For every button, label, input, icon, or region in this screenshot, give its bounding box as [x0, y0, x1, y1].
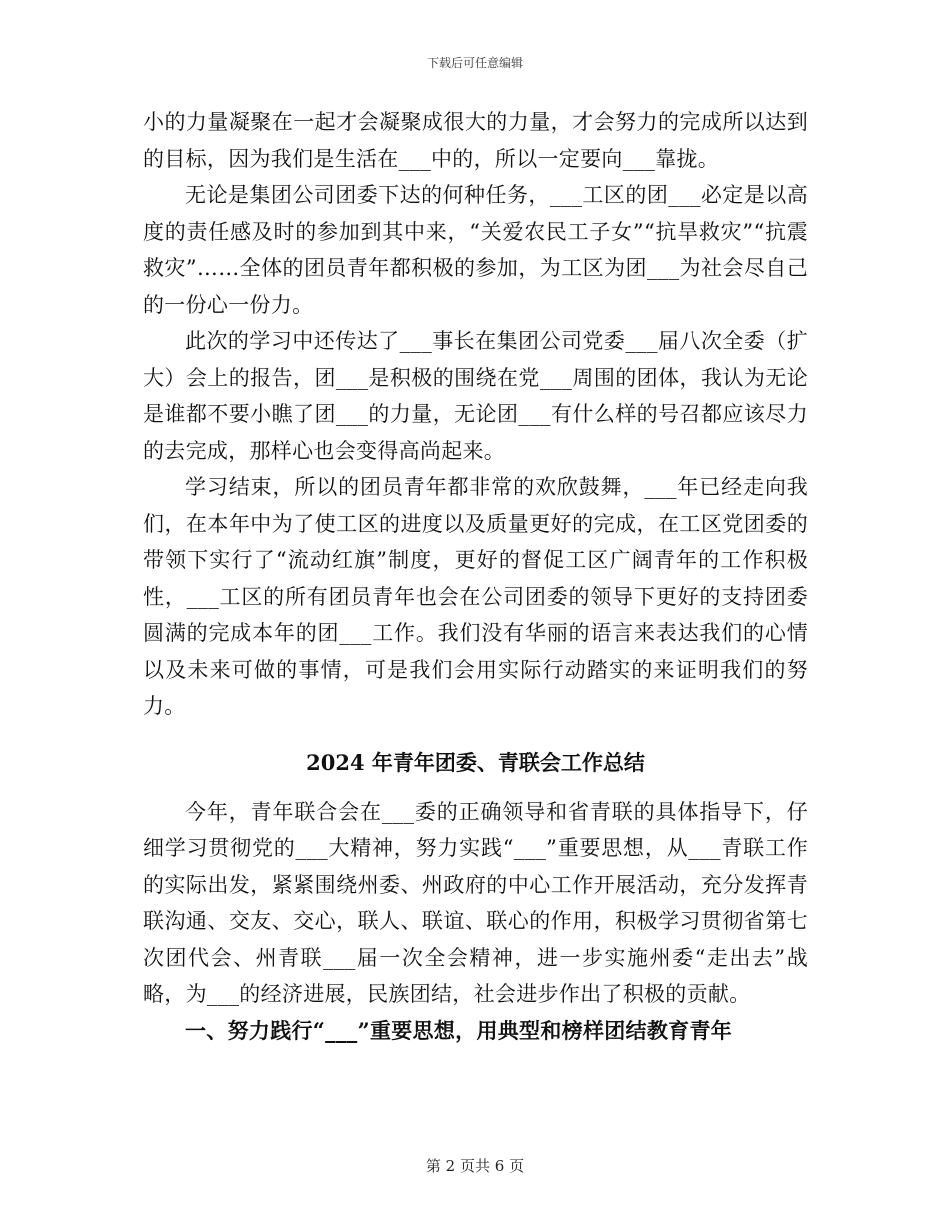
- paragraph-summary-intro: 今年，青年联合会在___委的正确领导和省青联的具体指导下，仔细学习贯彻党的___大精神，努力实践“___”重要思想，从___青联工作的实际出发，紧紧围绕州委、州政府的中心工作开展活动，充分发挥青联沟通、交友、交心，联人、联谊、联心的作用，积极学习贯彻省第七次团代会、州青联___届一次全会精神，进一步实施州委“走出去”战略，为___的经济进展，民族团结，社会进步作出了积极的贡献。: [143, 799, 808, 1006]
- page-footer: 第 2 页共 6 页: [425, 1157, 525, 1175]
- paragraph-continued: 小的力量凝聚在一起才会凝聚成很大的力量，才会努力的完成所以达到的目标，因为我们是生活在___中的，所以一定要向___靠拢。: [143, 110, 808, 171]
- document-body: [143, 104, 808, 1049]
- paragraph-tasks: 无论是集团公司团委下达的何种任务，___工区的团___必定是以高度的责任感及时的参加到其中来，“关爱农民工子女”“抗旱救灾”“抗震救灾”……全体的团员青年都积极的参加，为工区为团___为社会尽自己的一份心一份力。: [143, 183, 808, 317]
- subheading-one: 一、努力践行“___”重要思想，用典型和榜样团结教育青年: [185, 1017, 733, 1043]
- paragraph-study-report: 此次的学习中还传达了___事长在集团公司党委___届八次全委（扩大）会上的报告，团___是积极的围绕在党___周围的团体，我认为无论是谁都不要小瞧了团___的力量，无论团___有什么样的号召都应该尽力的去完成，那样心也会变得高尚起来。: [143, 329, 808, 463]
- page-header-note: 下载后可任意编辑: [426, 56, 523, 70]
- section-title: 2024 年青年团委、青联会工作总结: [306, 749, 645, 775]
- paragraph-study-conclusion: 学习结束，所以的团员青年都非常的欢欣鼓舞，___年已经走向我们，在本年中为了使工区的进度以及质量更好的完成，在工区党团委的带领下实行了“流动红旗”制度，更好的督促工区广阔青年的工作积极性，___工区的所有团员青年也会在公司团委的领导下更好的支持团委圆满的完成本年的团___工作。我们没有华丽的语言来表达我们的心情以及未来可做的事情，可是我们会用实际行动踏实的来证明我们的努力。: [143, 475, 808, 718]
